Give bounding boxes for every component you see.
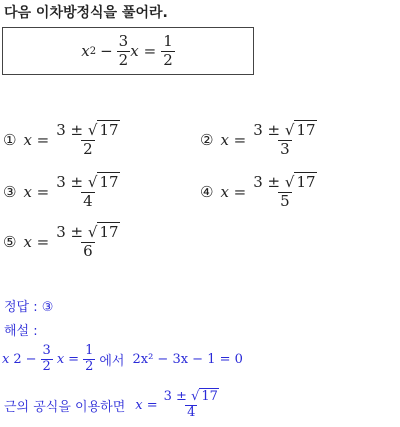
choice-lhs: x =: [23, 183, 50, 201]
eq-rhs-num: 1: [163, 32, 173, 51]
choice-root: 17: [99, 223, 119, 242]
exp-f2-den: 2: [85, 358, 94, 374]
choice-den: 3: [280, 139, 290, 158]
explanation-label: 해설 :: [4, 324, 38, 339]
question-title: 다음 이차방정식을 풀어라.: [4, 5, 168, 21]
exp-result-equation: 2x² − 3x − 1 = 0: [132, 351, 243, 367]
answer-label: 정답 : ③: [4, 300, 54, 315]
choice-num-prefix: 3 ±: [56, 223, 84, 242]
choice-den: 2: [83, 139, 93, 158]
exp-f2-num: 1: [85, 343, 94, 358]
eq-x2: x: [130, 42, 139, 60]
exp-final-fraction: $\frac{3 \pm √ 17}{4}$: [163, 389, 218, 420]
eq-frac-num: 3: [118, 32, 129, 51]
exp-f1-num: 3: [42, 343, 51, 358]
choice-marker: ④: [200, 183, 214, 201]
choice-marker: ③: [3, 183, 17, 201]
choice-fraction: $\frac{3 \pm √ 17}{5}$: [253, 173, 316, 210]
exp-root: 17: [201, 389, 218, 404]
exp-exponent: 2: [13, 351, 22, 367]
choice-den: 6: [83, 241, 93, 260]
choice-num-prefix: 3 ±: [56, 121, 84, 140]
choice-lhs: x =: [23, 233, 50, 251]
choice-lhs: x =: [220, 183, 247, 201]
choice-root: 17: [296, 121, 316, 140]
choice-root: 17: [99, 121, 119, 140]
choice-marker: ①: [3, 131, 17, 149]
choice-den: 4: [83, 191, 93, 210]
eq-rhs-fraction: [161, 33, 175, 69]
eq-x: x: [81, 42, 90, 60]
eq-equals: =: [143, 42, 157, 60]
choice-2[interactable]: [200, 118, 319, 162]
eq-fraction: [117, 33, 131, 69]
exp-x2: x: [56, 351, 65, 367]
exp-x: x: [2, 351, 10, 367]
exp-f1-den: 2: [42, 358, 51, 374]
exp-fraction-2: [83, 344, 95, 375]
choice-root: 17: [296, 173, 316, 192]
exp-lhs: x =: [135, 397, 158, 413]
explanation-line-1: [2, 344, 243, 375]
choice-fraction: $\frac{3 \pm √ 17}{2}$: [56, 121, 119, 158]
exp-formula-text: 근의 공식을 이용하면: [4, 399, 126, 415]
choice-1[interactable]: [3, 118, 122, 162]
equation-box: [2, 27, 254, 75]
choice-num-prefix: 3 ±: [56, 173, 84, 192]
eq-exponent: 2: [89, 45, 97, 57]
exp-minus: −: [25, 351, 37, 367]
choice-4[interactable]: [200, 170, 319, 214]
exp-fraction-1: [41, 344, 53, 375]
choice-num-prefix: 3 ±: [253, 173, 281, 192]
choice-3[interactable]: [3, 170, 122, 214]
choice-den: 5: [280, 191, 290, 210]
choice-fraction: $\frac{3 \pm √ 17}{3}$: [253, 121, 316, 158]
choice-marker: ⑤: [3, 233, 17, 251]
choice-marker: ②: [200, 131, 214, 149]
exp-connector-text: 에서: [99, 353, 125, 369]
eq-minus: −: [100, 42, 113, 60]
exp-num-prefix: 3 ±: [163, 389, 187, 404]
choice-num-prefix: 3 ±: [253, 121, 281, 140]
eq-rhs-den: 2: [163, 50, 173, 69]
explanation-line-2: [4, 390, 221, 421]
choice-fraction: $\frac{3 \pm √ 17}{4}$: [56, 173, 119, 210]
choice-lhs: x =: [220, 131, 247, 149]
exp-equals: =: [68, 351, 80, 367]
eq-frac-den: 2: [118, 50, 129, 69]
choice-5[interactable]: [3, 220, 122, 264]
choice-lhs: x =: [23, 131, 50, 149]
choice-root: 17: [99, 173, 119, 192]
exp-den: 4: [187, 404, 196, 420]
choice-fraction: $\frac{3 \pm √ 17}{6}$: [56, 223, 119, 260]
